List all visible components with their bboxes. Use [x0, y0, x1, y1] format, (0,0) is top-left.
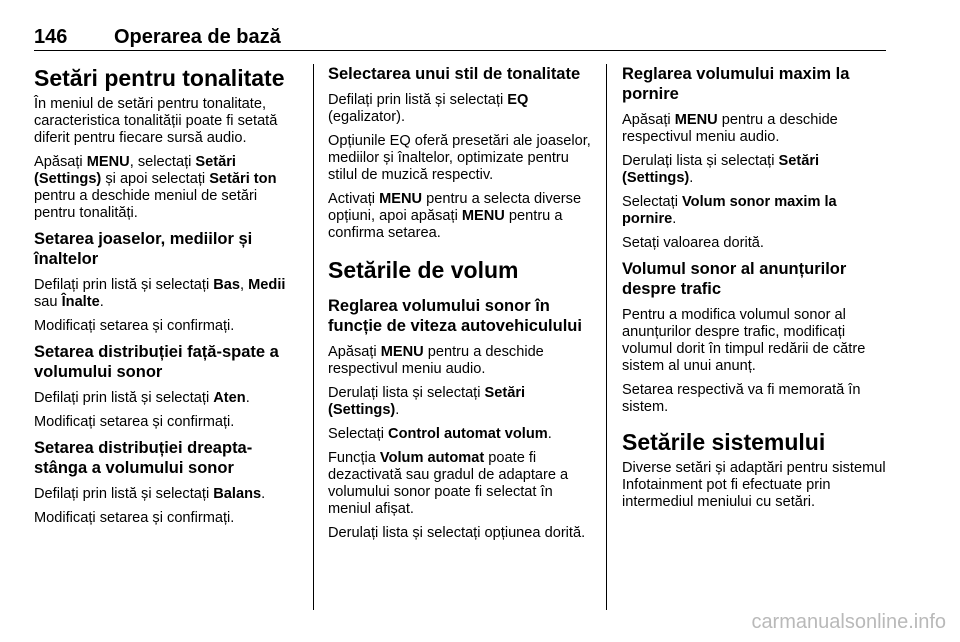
subsection-title: Volumul sonor al anunțurilor despre trafic	[622, 260, 847, 298]
subsection-title: Reglarea volumului maxim la pornire	[622, 65, 850, 103]
section-title-tone: Setări pentru tonalitate	[34, 65, 285, 91]
paragraph: Modificați setarea și confirmați.	[34, 414, 235, 430]
paragraph: În meniul de setări pentru tonalitate, caracteristica tonalității poate fi setată diferit pentru fiecare sursă audio.	[34, 96, 278, 146]
page-number: 146	[34, 26, 68, 48]
paragraph: Apăsați MENU pentru a deschide respectivul meniu audio.	[328, 344, 544, 377]
subsection-title: Selectarea unui stil de tonalitate	[328, 65, 581, 83]
paragraph: Selectați Control automat volum.	[328, 426, 552, 442]
paragraph: Funcția Volum automat poate fi dezactivată sau gradul de adaptare a volumului sonor poate fi selectat în meniul afișat.	[328, 450, 569, 517]
subsection-title: Reglarea volumului sonor în funcție de viteza autovehiculului	[328, 297, 582, 335]
paragraph: Apăsați MENU pentru a deschide respectivul meniu audio.	[622, 112, 838, 145]
subsection-title: Setarea joaselor, mediilor și înaltelor	[34, 230, 253, 268]
paragraph: Modificați setarea și confirmați.	[34, 510, 235, 526]
subsection-title: Setarea distribuției față-spate a volumului sonor	[34, 343, 279, 381]
paragraph: Activați MENU pentru a selecta diverse opțiuni, apoi apăsați MENU pentru a confirma setarea.	[328, 191, 582, 241]
paragraph: Derulați lista și selectați Setări (Settings).	[622, 153, 820, 186]
paragraph: Defilați prin listă și selectați Bas, Medii sau Înalte.	[34, 277, 286, 310]
paragraph: Selectați Volum sonor maxim la pornire.	[622, 194, 837, 227]
chapter-title: Operarea de bază	[114, 26, 281, 48]
paragraph: Modificați setarea și confirmați.	[34, 318, 235, 334]
paragraph: Setarea respectivă va fi memorată în sistem.	[622, 382, 861, 415]
section-title-system: Setările sistemului	[622, 429, 826, 455]
column-divider	[313, 64, 314, 610]
column-middle	[328, 64, 598, 610]
paragraph: Defilați prin listă și selectați Balans.	[34, 486, 266, 502]
paragraph: Derulați lista și selectați Setări (Settings).	[328, 385, 526, 418]
section-title-volume: Setările de volum	[328, 257, 519, 283]
paragraph: Opțiunile EQ oferă presetări ale joaselor, mediilor și înaltelor, optimizate pentru stilul de muzică respectiv.	[328, 133, 591, 183]
page-header	[34, 24, 886, 51]
paragraph: Diverse setări și adaptări pentru sistemul Infotainment pot fi efectuate prin intermediul meniului cu setări.	[622, 460, 886, 510]
paragraph: Setați valoarea dorită.	[622, 235, 764, 251]
subsection-title: Setarea distribuției dreapta-stânga a volumului sonor	[34, 439, 253, 477]
paragraph: Derulați lista și selectați opțiunea dorită.	[328, 525, 586, 541]
column-divider	[606, 64, 607, 610]
paragraph: Apăsați MENU, selectați Setări (Settings) și apoi selectați Setări ton pentru a deschide meniul de setări pentru tonalități.	[34, 154, 277, 221]
paragraph: Pentru a modifica volumul sonor al anunțurilor despre trafic, modificați volumul dorit în timpul redării de către sistem al unui anunț.	[622, 307, 866, 374]
paragraph: Defilați prin listă și selectați Aten.	[34, 390, 250, 406]
paragraph: Defilați prin listă și selectați EQ (egalizator).	[328, 92, 529, 125]
watermark: carmanualsonline.info	[751, 611, 946, 633]
column-left	[34, 64, 298, 610]
column-right	[622, 64, 890, 610]
